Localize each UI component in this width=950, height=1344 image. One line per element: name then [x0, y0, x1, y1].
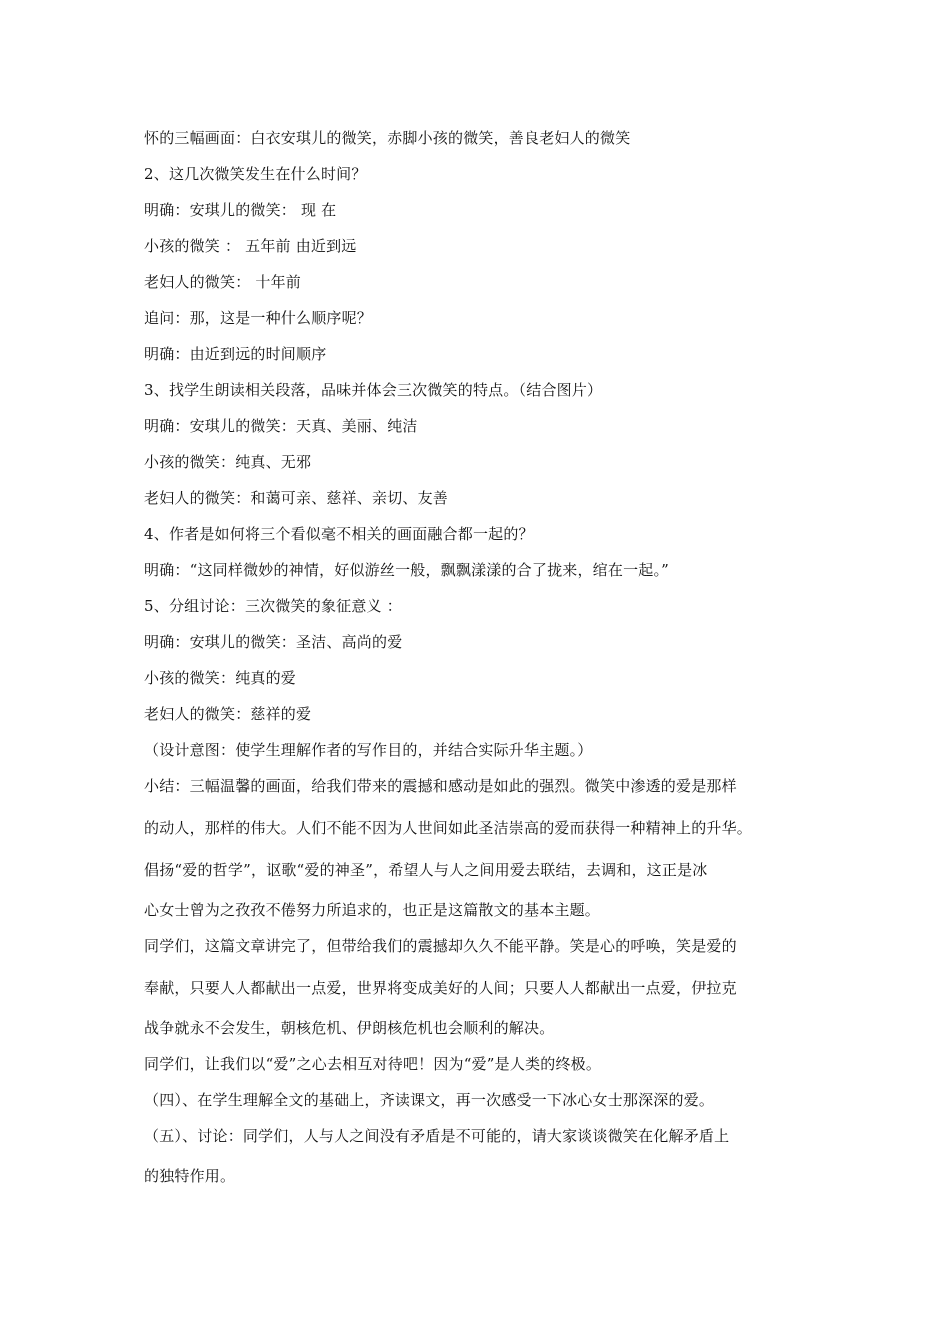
text-line: 倡扬“爱的哲学”，讴歌“爱的神圣”，希望人与人之间用爱去联结，去调和，这正是冰: [144, 861, 708, 879]
text-line: 追问：那，这是一种什么顺序呢？: [144, 309, 373, 327]
text-line: 战争就永不会发生，朝核危机、伊朗核危机也会顺利的解决。: [144, 1019, 555, 1037]
text-line: 老妇人的微笑：和蔼可亲、慈祥、亲切、友善: [144, 489, 449, 507]
text-line: 的独特作用。: [144, 1167, 236, 1185]
text-line: 小孩的微笑：纯真、无邪: [144, 453, 312, 471]
text-line: 小结：三幅温馨的画面，给我们带来的震撼和感动是如此的强烈。微笑中渗透的爱是那样: [144, 777, 737, 795]
text-line: 明确：安琪儿的微笑：圣洁、高尚的爱: [144, 633, 403, 651]
text-line: 3、找学生朗读相关段落，品味并体会三次微笑的特点。（结合图片）: [144, 381, 603, 399]
text-line: 奉献，只要人人都献出一点爱，世界将变成美好的人间；只要人人都献出一点爱，伊拉克: [144, 979, 737, 997]
text-line: 同学们，这篇文章讲完了，但带给我们的震撼却久久不能平静。笑是心的呼唤，笑是爱的: [144, 937, 737, 955]
text-line: 老妇人的微笑： 十年前: [144, 273, 301, 291]
text-line: 怀的三幅画面：白衣安琪儿的微笑，赤脚小孩的微笑，善良老妇人的微笑: [144, 129, 631, 147]
text-line: 的动人，那样的伟大。人们不能不因为人世间如此圣洁崇高的爱而获得一种精神上的升华。: [144, 819, 753, 837]
text-line: 明确：“这同样微妙的神情，好似游丝一般，飘飘漾漾的合了拢来，绾在一起。”: [144, 561, 670, 579]
text-line: （五）、讨论：同学们，人与人之间没有矛盾是不可能的，请大家谈谈微笑在化解矛盾上: [144, 1127, 730, 1145]
text-line: 心女士曾为之孜孜不倦努力所追求的，也正是这篇散文的基本主题。: [144, 901, 601, 919]
text-line: 同学们，让我们以“爱”之心去相互对待吧！因为“爱”是人类的终极。: [144, 1055, 602, 1073]
text-line: 2、这几次微笑发生在什么时间？: [144, 165, 367, 183]
text-line: （四）、在学生理解全文的基础上，齐读课文，再一次感受一下冰心女士那深深的爱。: [144, 1091, 715, 1109]
text-line: 5、分组讨论：三次微笑的象征意义 ：: [144, 597, 402, 615]
text-line: 小孩的微笑 ： 五年前 由近到远: [144, 237, 357, 255]
text-line: 明确：由近到远的时间顺序: [144, 345, 327, 363]
text-line: 明确：安琪儿的微笑：天真、美丽、纯洁: [144, 417, 418, 435]
text-line: 明确：安琪儿的微笑： 现 在: [144, 201, 337, 219]
text-line: 老妇人的微笑：慈祥的爱: [144, 705, 312, 723]
text-line: 小孩的微笑：纯真的爱: [144, 669, 297, 687]
text-line: （设计意图：使学生理解作者的写作目的，并结合实际升华主题。）: [144, 741, 593, 759]
text-line: 4、作者是如何将三个看似毫不相关的画面融合都一起的？: [144, 525, 534, 543]
